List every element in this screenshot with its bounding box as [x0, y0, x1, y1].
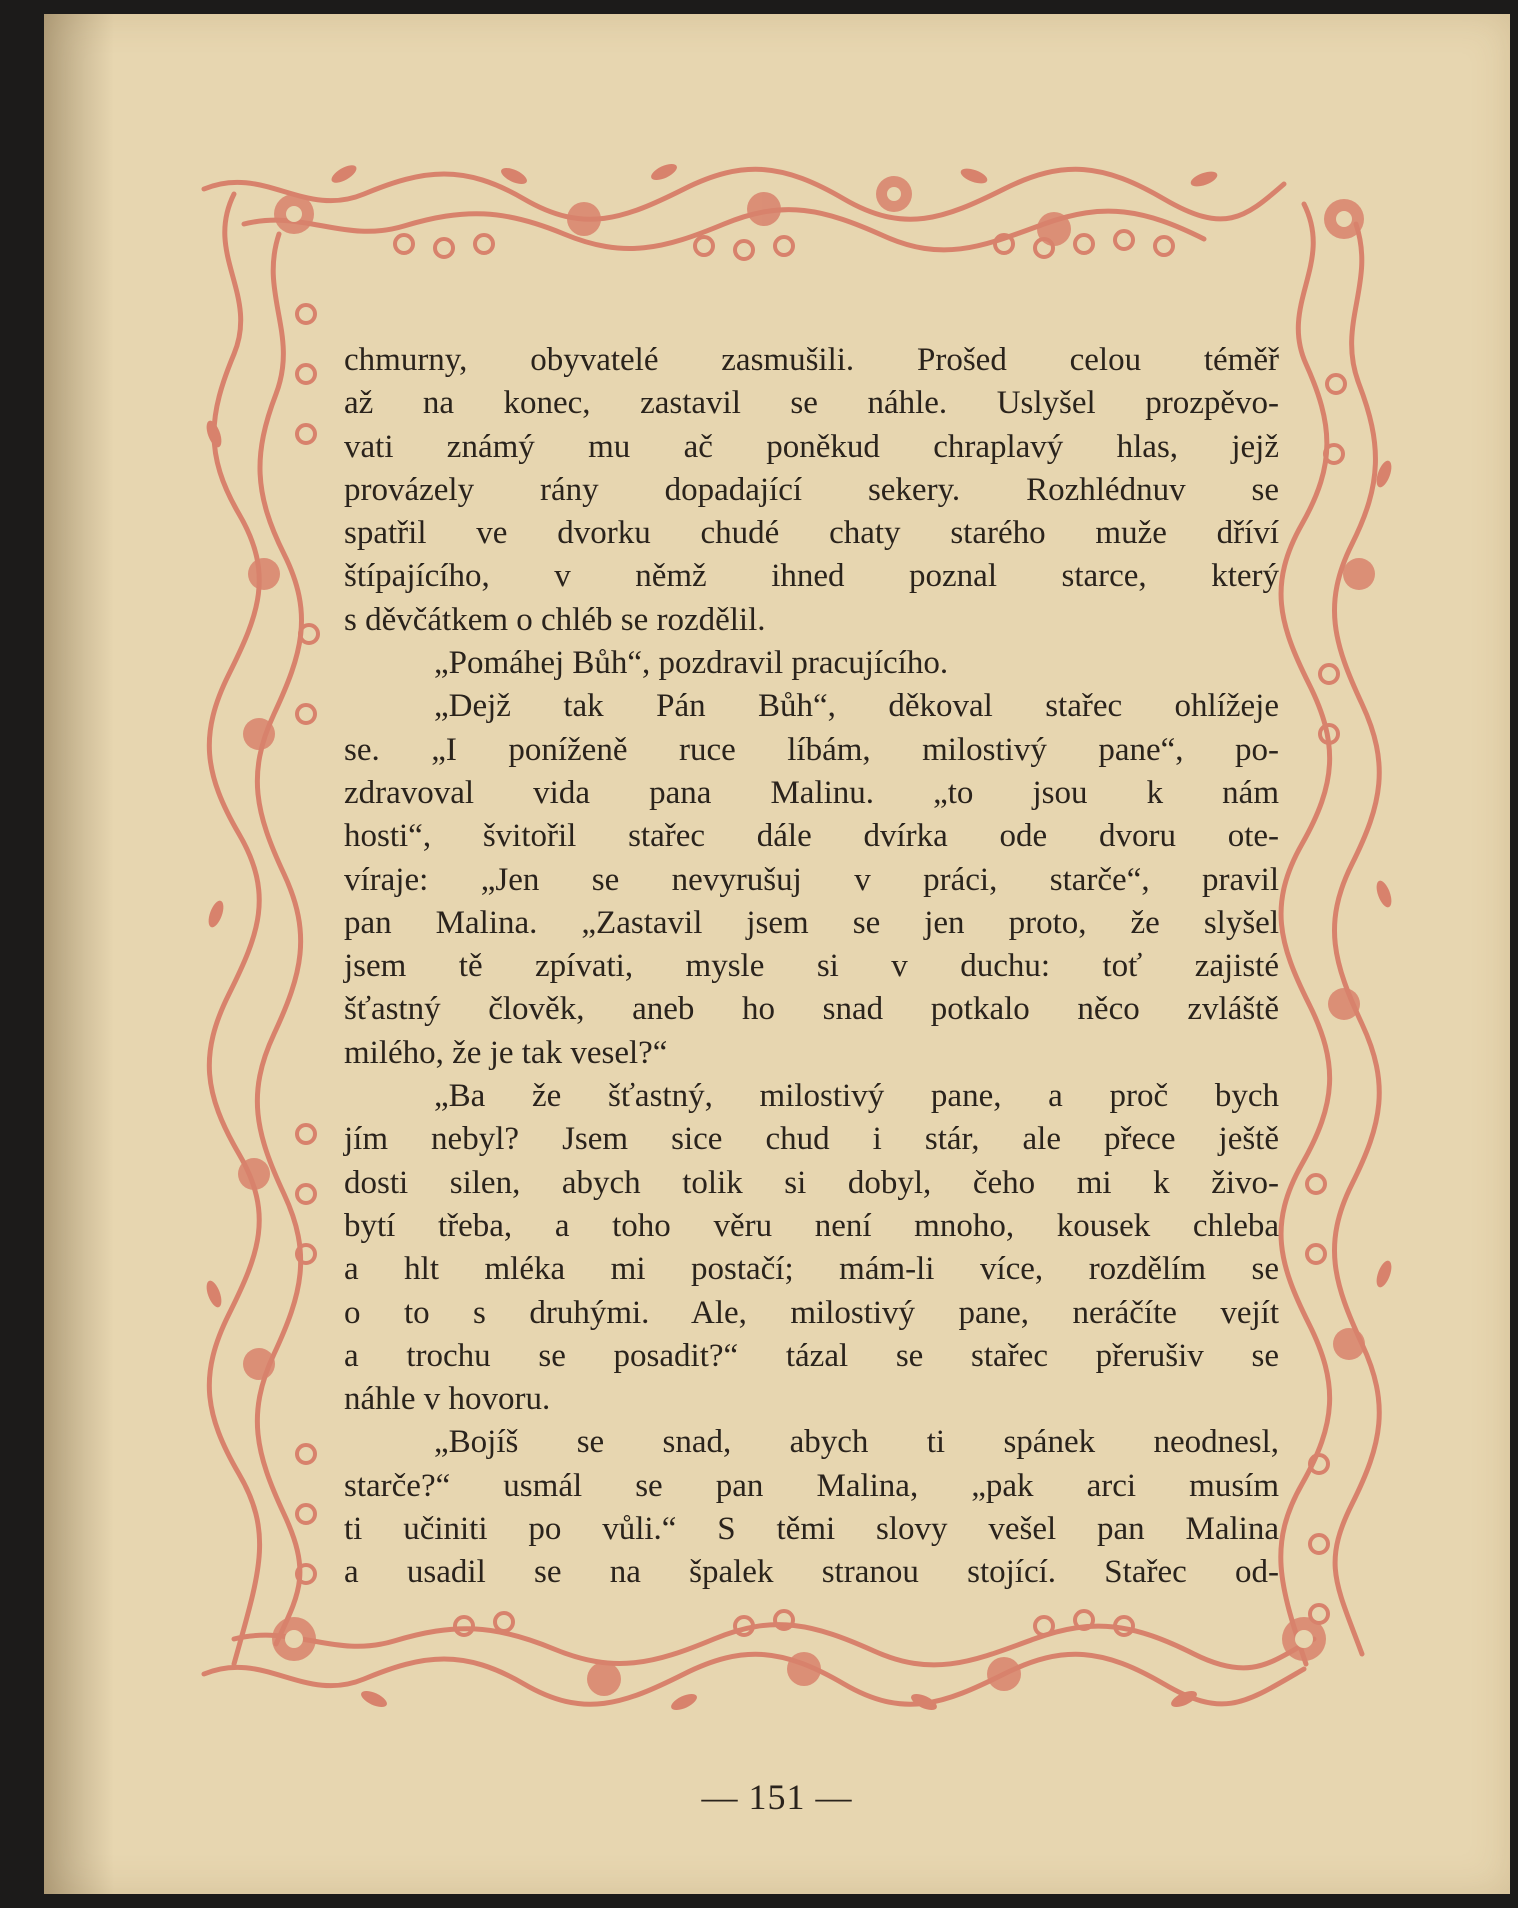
body-text: [344, 339, 1279, 1629]
book-page: [44, 14, 1510, 1894]
text-line: bytí třeba, a toho věru není mnoho, kousek chleba: [344, 1207, 1279, 1244]
text-line: a hlt mléka mi postačí; mám-li více, rozdělím se: [344, 1251, 1279, 1288]
text-line: „Pomáhej Bůh“, pozdravil pracujícího.: [434, 645, 949, 682]
text-line: o to s druhými. Ale, milostivý pane, neráčíte vejít: [344, 1294, 1279, 1331]
text-line: až na konec, zastavil se náhle. Uslyšel prozpěvo-: [344, 385, 1279, 422]
text-line: spatřil ve dvorku chudé chaty starého muže dříví: [344, 515, 1279, 552]
text-line: s děvčátkem o chléb se rozdělil.: [344, 601, 766, 638]
text-line: jsem tě zpívati, mysle si v duchu: toť zajisté: [344, 948, 1279, 985]
text-line: starče?“ usmál se pan Malina, „pak arci musím: [344, 1467, 1279, 1504]
border-right-vine: [1281, 204, 1330, 1664]
text-line: hosti“, švitořil stařec dále dvírka ode dvoru ote-: [344, 818, 1279, 855]
text-line: ti učiniti po vůli.“ S těmi slovy vešel pan Malina: [344, 1511, 1279, 1548]
text-line: náhle v hovoru.: [344, 1381, 551, 1418]
text-line: jím nebyl? Jsem sice chud i stár, ale přece ještě: [344, 1121, 1279, 1158]
text-line: chmurny, obyvatelé zasmušili. Prošed celou téměř: [344, 342, 1279, 378]
text-line: se. „I poníženě ruce líbám, milostivý pane“, po-: [344, 731, 1279, 768]
text-line: „Dejž tak Pán Bůh“, děkoval stařec ohlížeje: [434, 688, 1279, 725]
text-line: pan Malina. „Zastavil jsem se jen proto, že slyšel: [344, 904, 1279, 941]
border-left-vine: [209, 194, 259, 1664]
text-line: „Ba že šťastný, milostivý pane, a proč bych: [434, 1078, 1279, 1115]
text-line: „Bojíš se snad, abych ti spánek neodnesl,: [434, 1424, 1279, 1461]
text-line: vati známý mu ač poněkud chraplavý hlas, jejž: [344, 428, 1279, 465]
page-number: — 151 —: [701, 1777, 853, 1817]
text-line: a usadil se na špalek stranou stojící. Stařec od-: [344, 1554, 1279, 1591]
text-line: provázely rány dopadající sekery. Rozhlédnuv se: [344, 471, 1279, 508]
border-bottom-vine-2: [234, 1625, 1314, 1668]
text-line: milého, že je tak vesel?“: [344, 1034, 668, 1071]
border-right-vine-2: [1334, 224, 1379, 1654]
text-line: štípajícího, v němž ihned poznal starce, který: [344, 558, 1279, 595]
text-line: šťastný člověk, aneb ho snad potkalo něco zvláště: [344, 991, 1279, 1028]
text-line: víraje: „Jen se nevyrušuj v práci, starče“, pravil: [344, 861, 1279, 898]
border-left-vine-2: [257, 234, 301, 1644]
text-line: zdravoval vida pana Malinu. „to jsou k nám: [344, 774, 1279, 811]
text-line: dosti silen, abych tolik si dobyl, čeho mi k živo-: [344, 1164, 1279, 1201]
text-line: a trochu se posadit?“ tázal se stařec přerušiv se: [344, 1337, 1279, 1374]
